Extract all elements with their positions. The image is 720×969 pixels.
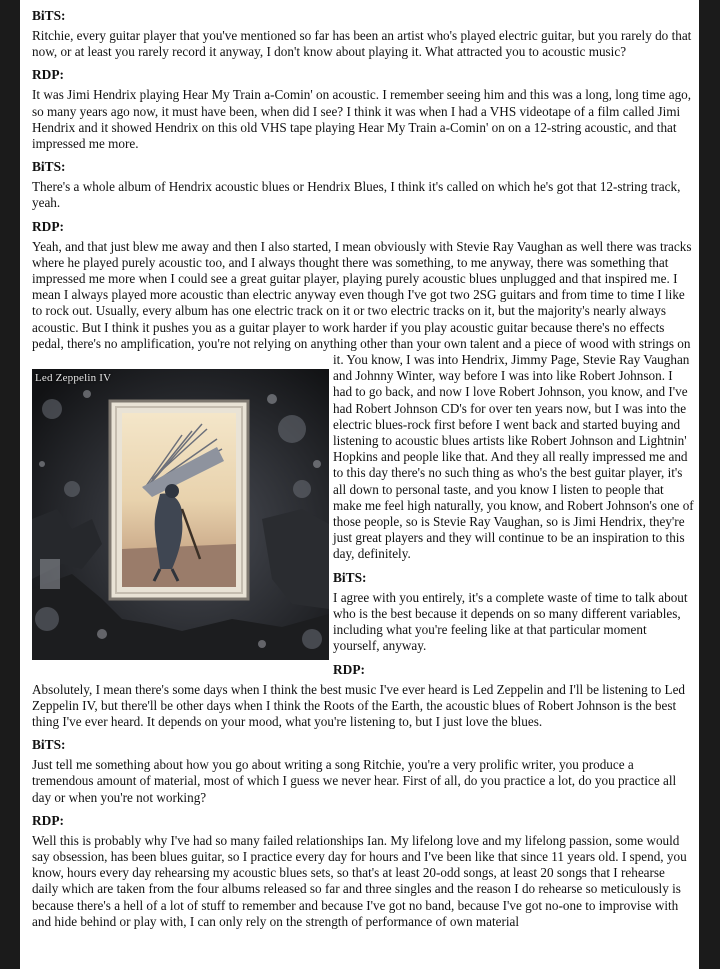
paragraph: Ritchie, every guitar player that you've mentioned so far has been an artist who's played electric guitar, but you rarely do that now, or at least you rarely record it anyway, I don't know about playing it. What attracted you to acoustic music? <box>32 28 692 60</box>
speaker-label: BiTS: <box>32 737 66 753</box>
paragraph: It was Jimi Hendrix playing Hear My Train a-Comin' on acoustic. I remember seeing him and this was a long, long time ago, so many years ago now, it must have been, when did I see? I think it was when I had a VHS videotape of a film called Jimi Hendrix and it showed Hendrix on this old VHS tape playing Hear My Train a-Comin' on on a 12-string acoustic, and that impressed me more. <box>32 87 692 152</box>
paragraph: There's a whole album of Hendrix acoustic blues or Hendrix Blues, I think it's called on which he's got that 12-string track, yeah. <box>32 179 681 211</box>
document-content <box>32 8 694 933</box>
paragraph-text: Yeah, and that just blew me away and then I also started, I mean obviously with Stevie Ray Vaughan as well there was tracks where he played purely acoustic too, and I always thought there was something, to me anyway, there was something that impressed me more when I could see a great guitar player, playing purely acoustic blues unplugged and that inspired me. I mean I always played more acoustic than electric anyway even though I've got two 2SG guitars and from time to time I like to rock out. Usually, every album has one electric track on it or two electric tracks on it, but the majority's nearly always acoustic. But I think it pushes you as a guitar player to work harder if you play acoustic guitar because there's no effects pedal, there's no amplification, you're not relying on anything other than your own talent and a piece of wood with strings on it. You know, I was into Hendrix, Jimmy Page, Stevie Ray Vaughan and Johnny Winter, way before I was into like Robert Johnson. I had to go back, and now I love Robert Johnson, you know, and I've had Robert Johnson CD's for over ten years now, but I was into the electric blues-rock first before I went back and started buying and listening to acoustic blues artists like Robert Johnson and Lightnin' Hopkins and people like that. And they all really impressed me and to this day there's no such thing as who's the best guitar player, it's all down to personal taste, and you know I listen to people that make me feel high naturally, you know, and Robert Johnson's one of those people, so is Stevie Ray Vaughan, so is Jimi Hendrix, they're just great players and they will continue to be an inspiration to this day, definitely. <box>32 238 694 562</box>
album-cover-image <box>32 369 329 660</box>
speaker-label: RDP: <box>32 218 64 234</box>
speaker-label: RDP: <box>333 661 365 677</box>
speaker-label: BiTS: <box>333 569 367 585</box>
document-page <box>20 0 699 969</box>
paragraph: Absolutely, I mean there's some days when I think the best music I've ever heard is Led Zeppelin and I'll be listening to Led Zeppelin IV, but there'll be other days when I think the Roots of the Earth, the acoustic blues of Robert Johnson is the best thing I've ever heard. It depends on your mood, what you're listening to, but I just love the blues. <box>32 681 686 729</box>
paragraph: I agree with you entirely, it's a complete waste of time to talk about who is the best because it depends on so many different variables, including what you're feeling like at that particular moment yourself, anyway. <box>333 589 688 654</box>
wrapped-section <box>32 239 694 730</box>
speaker-label: RDP: <box>32 812 64 828</box>
album-caption: Led Zeppelin IV <box>35 371 112 384</box>
paragraph: Well this is probably why I've had so many failed relationships Ian. My lifelong love and my lifelong passion, some would say obsession, has been blues guitar, so I practice every day for hours and I've been like that since 11 years old. I spend, you know, hours every day rehearsing my acoustic blues sets, so that's at least 20-odd songs, at least 20 songs that I rehearse daily which are taken from the four albums released so far and three singles and the reason I do rehearse so meticulously is because there's a hell of a lot of stuff to remember and because I've got no band, because I've got no-one to improvise with and hide behind or play with, I can only rely on the strength of performance of own material <box>32 832 687 929</box>
album-cover <box>32 369 329 660</box>
speaker-label: BiTS: <box>32 159 66 175</box>
paragraph: Just tell me something about how you go about writing a song Ritchie, you're a very prolific writer, you produce a tremendous amount of material, most of which I guess we never hear. First of all, do you practice a lot, do you practice all day or when you're not working? <box>32 757 677 805</box>
paragraph <box>32 239 694 563</box>
speaker-label: RDP: <box>32 67 64 83</box>
speaker-label: BiTS: <box>32 8 66 23</box>
